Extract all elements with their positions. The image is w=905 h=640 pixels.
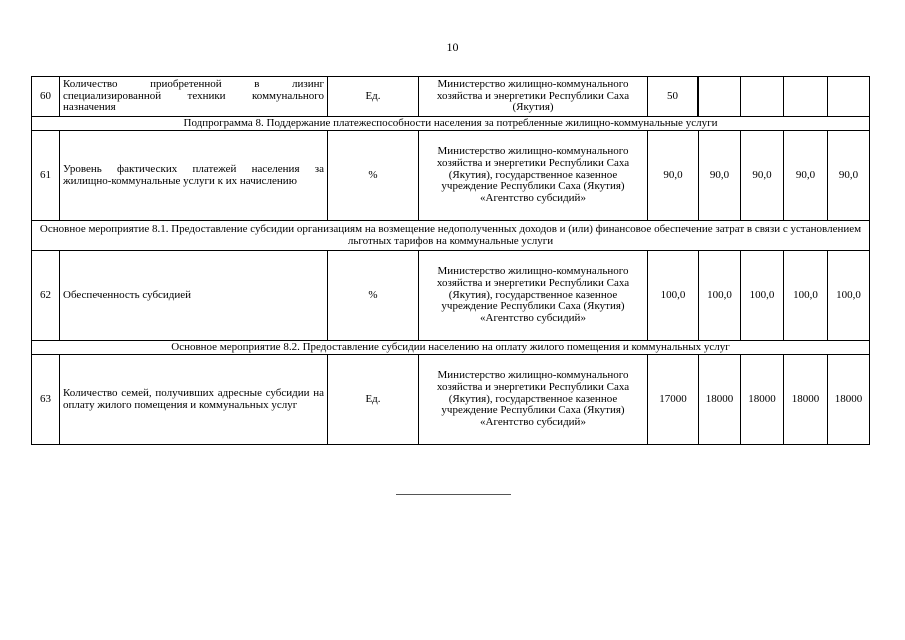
- responsible-cell: Министерство жилищно-коммунального хозяйства и энергетики Республики Саха (Якутия): [419, 77, 648, 117]
- row-number: 63: [32, 355, 60, 445]
- value-cell: 90,0: [828, 131, 870, 221]
- indicator-name: Количество семей, получивших адресные субсидии на оплату жилого помещения и коммунальных услуг: [60, 355, 328, 445]
- indicators-table: [31, 76, 870, 445]
- responsible-cell: Министерство жилищно-коммунального хозяйства и энергетики Республики Саха (Якутия), государственное казенное учреждение Республики Саха (Якутия) «Агентство субсидий»: [419, 251, 648, 341]
- row-number: 60: [32, 77, 60, 117]
- indicator-name: Количество приобретенной в лизинг специализированной техники коммунального назначения: [60, 77, 328, 117]
- value-cell: 18000: [741, 355, 784, 445]
- section-row: [32, 221, 870, 251]
- section-row: [32, 341, 870, 355]
- unit-cell: %: [328, 131, 419, 221]
- value-cell: 18000: [784, 355, 828, 445]
- section-title: Основное мероприятие 8.2. Предоставление субсидии населению на оплату жилого помещения и коммунальных услуг: [32, 341, 870, 355]
- value-cell: 100,0: [741, 251, 784, 341]
- value-cell: 100,0: [648, 251, 699, 341]
- indicator-name: Обеспеченность субсидией: [60, 251, 328, 341]
- footnote-separator: [396, 494, 511, 495]
- value-cell: [699, 77, 741, 117]
- value-cell: 90,0: [741, 131, 784, 221]
- table-row: [32, 251, 870, 341]
- unit-cell: Ед.: [328, 355, 419, 445]
- table-row: [32, 131, 870, 221]
- value-cell: 50: [648, 77, 698, 117]
- table-row: [32, 355, 870, 445]
- unit-cell: %: [328, 251, 419, 341]
- value-cell: 90,0: [699, 131, 741, 221]
- responsible-cell: Министерство жилищно-коммунального хозяйства и энергетики Республики Саха (Якутия), государственное казенное учреждение Республики Саха (Якутия) «Агентство субсидий»: [419, 131, 648, 221]
- value-cell: 17000: [648, 355, 699, 445]
- indicator-name: Уровень фактических платежей населения за жилищно-коммунальные услуги к их начислению: [60, 131, 328, 221]
- section-title: Основное мероприятие 8.1. Предоставление субсидии организациям на возмещение недополученных доходов и (или) финансовое обеспечение затрат в связи с установлением льготных тарифов на коммунальные услуги: [32, 221, 870, 251]
- value-cell: 90,0: [784, 131, 828, 221]
- responsible-cell: Министерство жилищно-коммунального хозяйства и энергетики Республики Саха (Якутия), государственное казенное учреждение Республики Саха (Якутия) «Агентство субсидий»: [419, 355, 648, 445]
- value-cell: 18000: [699, 355, 741, 445]
- value-cell: 100,0: [784, 251, 828, 341]
- value-cell: 18000: [828, 355, 870, 445]
- value-cell: [784, 77, 828, 117]
- value-cell: 90,0: [648, 131, 699, 221]
- value-cell: 100,0: [828, 251, 870, 341]
- table-body: [32, 77, 870, 445]
- unit-cell: Ед.: [328, 77, 419, 117]
- section-title: Подпрограмма 8. Поддержание платежеспособности населения за потребленные жилищно-коммунальные услуги: [32, 117, 870, 131]
- section-row: [32, 117, 870, 131]
- value-cell: [741, 77, 784, 117]
- table-row: [32, 77, 870, 117]
- row-number: 62: [32, 251, 60, 341]
- value-cell: [828, 77, 870, 117]
- row-number: 61: [32, 131, 60, 221]
- page-number: 10: [446, 40, 459, 54]
- value-cell: 100,0: [699, 251, 741, 341]
